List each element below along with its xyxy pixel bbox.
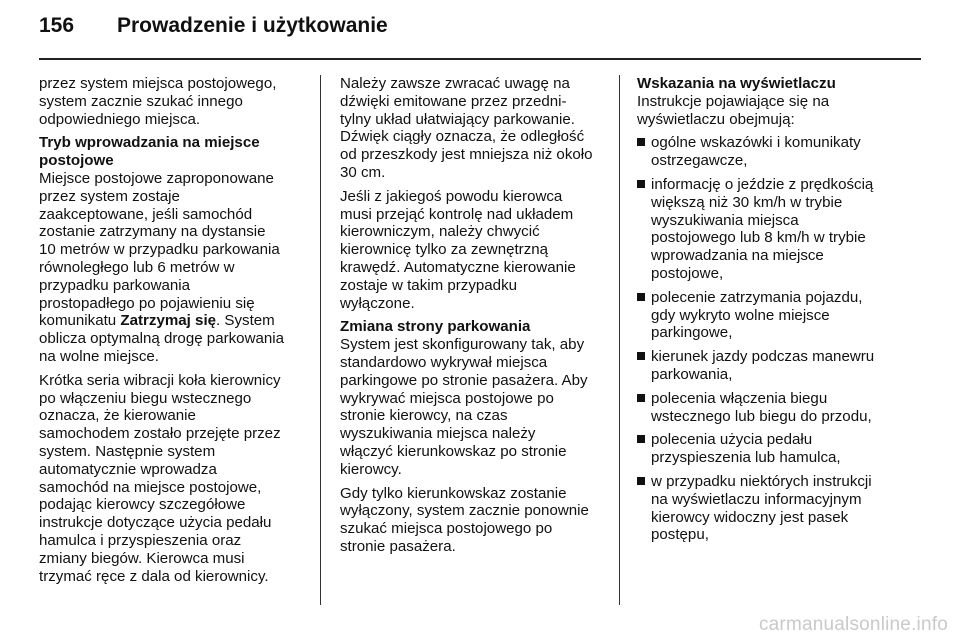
text-line: wyszukiwania miejsca należy	[340, 425, 536, 443]
text-line: hamulca i przyspieszenia oraz	[39, 531, 242, 549]
text-line: szukać miejsca postojowego po	[340, 520, 553, 538]
text-line: polecenia włączenia biegu	[651, 389, 828, 407]
text-line: po włączeniu biegu wstecznego	[39, 389, 252, 407]
text-line: krawędź. Automatyczne kierowanie	[340, 258, 576, 276]
column-1	[39, 75, 307, 585]
paragraph-vibration	[39, 372, 307, 586]
text-line: informację o jeździe z prędkością	[651, 175, 874, 193]
list-item	[637, 176, 919, 283]
bullet-square-icon	[637, 477, 645, 485]
text-line: w przypadku niektórych instrukcji	[651, 472, 872, 490]
text-line: kierowcy widoczny jest pasek	[651, 508, 849, 526]
text-line: parkingowe,	[651, 324, 733, 342]
bullet-square-icon	[637, 352, 645, 360]
bullet-square-icon	[637, 138, 645, 146]
text-line: wstecznego lub biegu do przodu,	[651, 407, 872, 425]
text-line: Miejsce postojowe zaproponowane	[39, 169, 274, 187]
text-line: Dźwięk ciągły oznacza, że odległość	[340, 128, 585, 146]
text-line: system. Następnie system	[39, 442, 216, 460]
section-heading-display: Wskazania na wyświetlaczu	[637, 75, 836, 92]
text-line: wykrywać miejsca postojowe po	[340, 389, 554, 407]
text-line: przyspieszenia lub hamulca,	[651, 449, 841, 467]
paragraph-take-control	[340, 188, 608, 313]
text-line: Krótka seria wibracji koła kierownicy	[39, 371, 281, 389]
text-line: zostaje w takim przypadku	[340, 276, 518, 294]
text-line: ogólne wskazówki i komunikaty	[651, 134, 861, 152]
text-line: na wolne miejsce.	[39, 347, 159, 365]
text-line: przez system zostaje	[39, 187, 180, 205]
paragraph-sounds	[340, 75, 608, 182]
text-line	[39, 312, 307, 330]
paragraph-change-side	[340, 336, 608, 478]
text-line: włączyć kierunkowskaz po stronie	[340, 442, 567, 460]
list-item	[637, 348, 919, 384]
text-line: instrukcje dotyczące użycia pedału	[39, 514, 272, 532]
heading-line: Tryb wprowadzania na miejsce	[39, 134, 260, 152]
text-line: odpowiedniego miejsca.	[39, 110, 201, 128]
paragraph-continued	[39, 75, 307, 128]
column-divider-1	[320, 75, 321, 605]
text-line: samochodem zostało przejęte przez	[39, 425, 281, 443]
text-line: postępu,	[651, 526, 709, 544]
text-line: wyświetlaczu obejmują:	[637, 110, 795, 128]
bullet-square-icon	[637, 435, 645, 443]
text-line: od przeszkody jest mniejsza niż około	[340, 146, 593, 164]
text-fragment: . System	[216, 312, 275, 330]
text-line: dźwięki emitowane przez przedni-	[340, 92, 567, 110]
text-line: tylny układ ułatwiający parkowanie.	[340, 110, 575, 128]
text-line: kierownicę tylko za zewnętrzną	[340, 241, 549, 259]
page-number: 156	[39, 14, 75, 37]
text-line: postojowe,	[651, 264, 724, 282]
text-line: samochód na miejsce postojowe,	[39, 478, 262, 496]
text-line: postojowego lub 8 km/h w trybie	[651, 229, 866, 247]
text-line: ostrzegawcze,	[651, 152, 748, 170]
text-line: oznacza, że kierowanie	[39, 407, 196, 425]
text-line: parkowania,	[651, 365, 733, 383]
text-line: polecenie zatrzymania pojazdu,	[651, 288, 863, 306]
text-line: trzymać ręce z dala od kierownicy.	[39, 567, 269, 585]
text-line: standardowo wykrywał miejsca	[340, 353, 548, 371]
text-line: musi przejąć kontrolę nad układem	[340, 205, 574, 223]
text-line: wyszukiwania miejsca	[651, 211, 799, 229]
text-line: automatycznie wprowadza	[39, 460, 217, 478]
list-item	[637, 473, 919, 544]
page-title: Prowadzenie i użytkowanie	[117, 14, 388, 37]
text-line: parkingowe po stronie pasażera. Aby	[340, 371, 588, 389]
text-line: Gdy tylko kierunkowskaz zostanie	[340, 484, 567, 502]
text-line: 10 metrów w przypadku parkowania	[39, 241, 280, 259]
text-line: przez system miejsca postojowego,	[39, 75, 277, 92]
bullet-square-icon	[637, 394, 645, 402]
display-instructions-list	[637, 134, 919, 544]
text-line: system zacznie szukać innego	[39, 92, 243, 110]
list-item	[637, 134, 919, 170]
heading-line: postojowe	[39, 152, 114, 170]
text-line: większą niż 30 km/h w trybie	[651, 193, 843, 211]
text-line: kierunek jazdy podczas manewru	[651, 348, 875, 366]
text-line: zostanie zatrzymany na dystansie	[39, 223, 266, 241]
text-line: Należy zawsze zwracać uwagę na	[340, 75, 570, 92]
paragraph-indicator-off	[340, 485, 608, 556]
header-rule	[39, 58, 921, 60]
text-line: polecenia użycia pedału	[651, 431, 813, 449]
text-line: zaakceptowane, jeśli samochód	[39, 205, 253, 223]
text-line: wyłączony, system zacznie ponownie	[340, 502, 589, 520]
text-line: prostopadłego po pojawieniu się	[39, 294, 255, 312]
paragraph-parking-mode	[39, 170, 307, 366]
text-line: stronie kierowcy, na czas	[340, 407, 508, 425]
section-heading-change-side: Zmiana strony parkowania	[340, 318, 531, 336]
text-line: równoległego lub 6 metrów w	[39, 258, 235, 276]
list-item	[637, 431, 919, 467]
text-line: kierowniczym, należy chwycić	[340, 223, 540, 241]
text-line: System jest skonfigurowany tak, aby	[340, 336, 585, 354]
text-line: oblicza optymalną drogę parkowania	[39, 330, 285, 348]
bullet-square-icon	[637, 180, 645, 188]
list-item	[637, 390, 919, 426]
text-line: zmiany biegów. Kierowca musi	[39, 549, 245, 567]
text-line: kierowcy.	[340, 460, 402, 478]
text-line: na wyświetlaczu informacyjnym	[651, 490, 862, 508]
column-2	[340, 75, 608, 556]
text-line: Instrukcje pojawiające się na	[637, 92, 830, 110]
bullet-square-icon	[637, 293, 645, 301]
text-fragment: komunikatu	[39, 312, 121, 330]
list-item	[637, 289, 919, 342]
section-heading-parking-mode	[39, 134, 307, 170]
text-line: przypadku parkowania	[39, 276, 191, 294]
text-line: gdy wykryto wolne miejsce	[651, 306, 830, 324]
text-line: wprowadzania na miejsce	[651, 247, 824, 265]
message-stop: Zatrzymaj się	[120, 312, 217, 330]
text-line: podając kierowcy szczegółowe	[39, 496, 246, 514]
column-divider-2	[619, 75, 620, 605]
text-line: 30 cm.	[340, 163, 386, 181]
text-line: Jeśli z jakiegoś powodu kierowca	[340, 187, 563, 205]
text-line: stronie pasażera.	[340, 537, 456, 555]
paragraph-display-intro	[637, 93, 919, 129]
text-line: wyłączone.	[340, 294, 415, 312]
column-3	[637, 75, 919, 550]
watermark: carmanualsonline.info	[758, 614, 948, 635]
